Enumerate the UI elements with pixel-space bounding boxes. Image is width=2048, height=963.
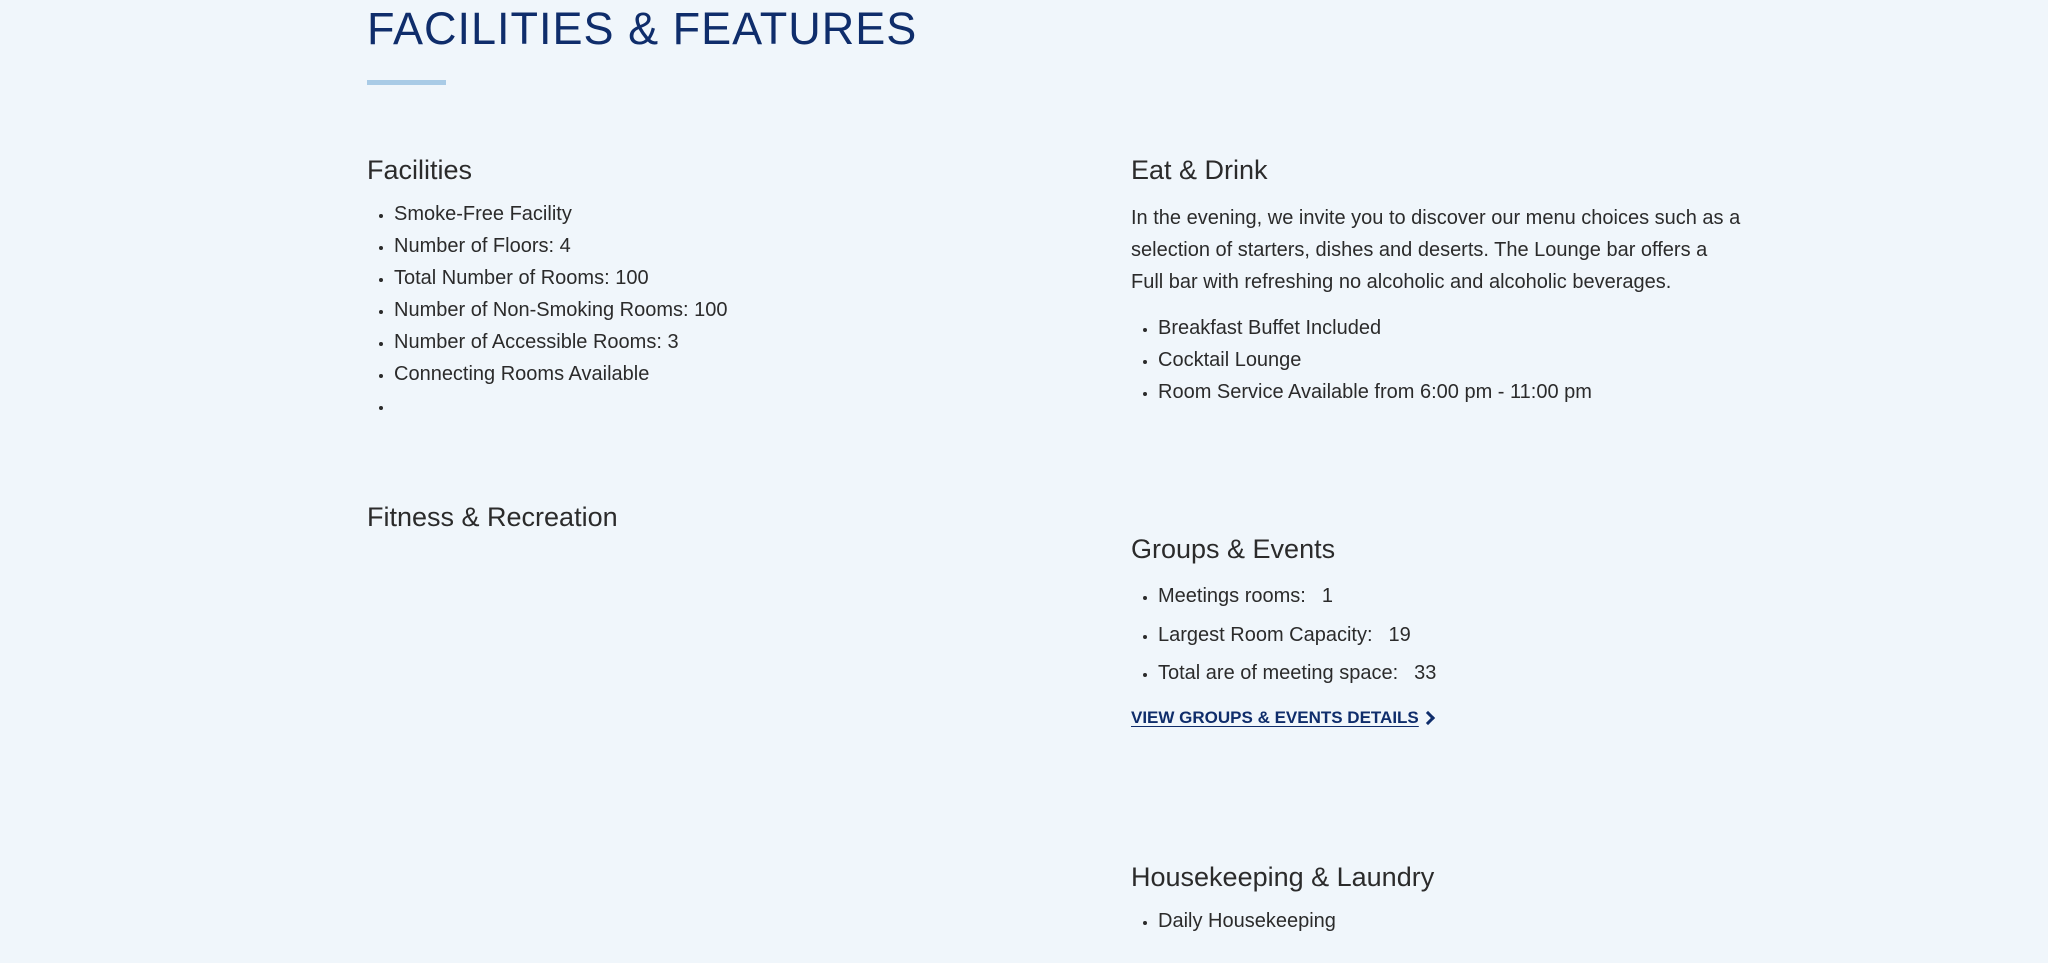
view-groups-events-link[interactable] xyxy=(1131,708,1433,728)
largest-capacity-value: 19 xyxy=(1388,623,1411,646)
page-title: FACILITIES & FEATURES xyxy=(367,3,918,54)
largest-capacity-label: Largest Room Capacity: xyxy=(1158,623,1373,646)
list-item xyxy=(1158,654,1751,693)
facilities-section xyxy=(367,152,1067,422)
facilities-list xyxy=(367,198,1067,422)
eat-drink-heading: Eat & Drink xyxy=(1131,155,1268,185)
list-item: • Daily Housekeeping xyxy=(1158,905,1751,937)
housekeeping-section xyxy=(1131,859,1751,937)
list-item: • Number of Non-Smoking Rooms: 100 xyxy=(394,294,1067,326)
list-item: • Total Number of Rooms: 100 xyxy=(394,262,1067,294)
list-item: • Room Service Available from 6:00 pm - 11:00 pm xyxy=(1158,376,1751,408)
list-item xyxy=(1158,577,1751,616)
list-item: • Cocktail Lounge xyxy=(1158,344,1751,376)
housekeeping-list xyxy=(1131,905,1751,937)
meeting-space-label: Total are of meeting space: xyxy=(1158,662,1399,684)
facilities-heading: Facilities xyxy=(367,155,473,185)
list-item: • Connecting Rooms Available xyxy=(394,358,1067,390)
eat-drink-list xyxy=(1131,312,1751,408)
fitness-heading: Fitness & Recreation xyxy=(367,502,618,532)
list-item: • Smoke-Free Facility xyxy=(394,198,1067,230)
groups-events-heading: Groups & Events xyxy=(1131,534,1336,564)
list-item-empty xyxy=(394,390,1067,422)
list-item xyxy=(1158,616,1751,655)
meeting-rooms-value: 1 xyxy=(1321,585,1333,607)
view-groups-events-label: VIEW GROUPS & EVENTS DETAILS xyxy=(1131,707,1419,727)
meeting-space-value: 33 xyxy=(1414,662,1437,684)
eat-drink-section xyxy=(1131,152,1751,408)
fitness-section xyxy=(367,499,1067,535)
list-item: • Breakfast Buffet Included xyxy=(1158,312,1751,344)
meeting-rooms-label: Meetings rooms: xyxy=(1158,585,1306,607)
list-item: • Number of Floors: 4 xyxy=(394,230,1067,262)
eat-drink-description: In the evening, we invite you to discover our menu choices such as a selection of starters, dishes and deserts. The Lounge bar offers a Full bar with refreshing no alcoholic and alcoholic beverages. xyxy=(1131,207,1741,293)
title-underline xyxy=(367,80,446,85)
list-item: • Number of Accessible Rooms: 3 xyxy=(394,326,1067,358)
housekeeping-heading: Housekeeping & Laundry xyxy=(1131,862,1435,892)
chevron-right-icon xyxy=(1421,710,1435,724)
groups-events-section xyxy=(1131,531,1751,728)
groups-events-list xyxy=(1131,577,1751,693)
